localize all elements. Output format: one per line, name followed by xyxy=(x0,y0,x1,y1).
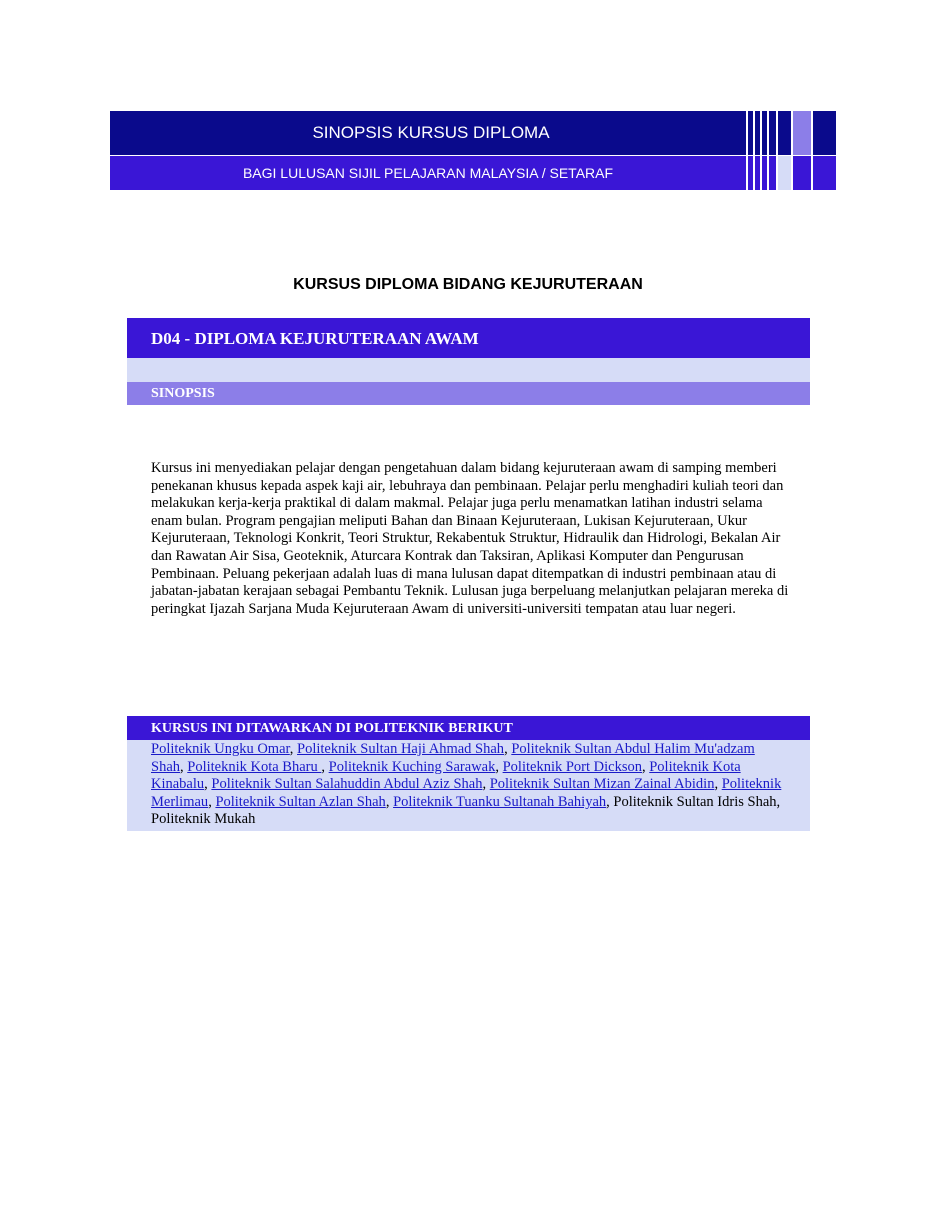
polytechnic-link[interactable]: Politeknik Port Dickson xyxy=(502,758,642,775)
course-spacer xyxy=(127,358,810,382)
polytechnic-name: Politeknik Sultan Idris Shah xyxy=(613,793,777,810)
banner-subtitle: BAGI LULUSAN SIJIL PELAJARAN MALAYSIA / SETARAF xyxy=(242,165,614,181)
offered-label: KURSUS INI DITAWARKAN DI POLITEKNIK BERIKUT xyxy=(151,721,513,736)
polytechnic-link[interactable]: Politeknik Sultan Salahuddin Abdul Aziz Shah xyxy=(211,776,483,793)
synopsis-label: SINOPSIS xyxy=(151,386,215,401)
banner-stripe xyxy=(778,156,791,190)
course-title-bar xyxy=(127,318,810,358)
banner-stripe xyxy=(813,156,836,190)
synopsis-text: Kursus ini menyediakan pelajar dengan pengetahuan dalam bidang kejuruteraan awam di samping memberi penekanan khusus kepada aspek kaji air, lebuhraya dan pembinaan. Pelajar perlu menghadiri kuliah teori dan melakukan kerja-kerja praktikal di dalam makmal. Pelajar juga perlu menamatkan latihan industri selama enam bulan. Program pengajian meliputi Bahan dan Binaan Kejuruteraan, Lukisan Kejuruteraan, Ukur Kejuruteraan, Teknologi Konkrit, Teori Struktur, Rekabentuk Struktur, Hidraulik dan Hidrologi, Bekalan Air dan Rawatan Air Sisa, Geoteknik, Aturcara Kontrak dan Taksiran, Aplikasi Komputer dan Pengurusan Pembinaan. Peluang pekerjaan adalah luas di mana lulusan dapat ditempatkan di industri pembinaan atau di jabatan-jabatan kerajaan sebagai Pembantu Teknik. Lulusan juga berpeluang melanjutkan pelajaran mereka di peringkat Ijazah Sarjana Muda Kejuruteraan Awam di universiti-universiti tempatan atau luar negeri. xyxy=(151,460,789,617)
banner-stripe xyxy=(762,156,767,190)
polytechnic-link[interactable]: Politeknik Merlimau xyxy=(151,776,782,810)
banner-stripe xyxy=(769,111,776,155)
polytechnic-link[interactable]: Politeknik Sultan Azlan Shah xyxy=(215,793,386,810)
polytechnic-name: Politeknik Mukah xyxy=(151,811,256,828)
offered-label-bar xyxy=(127,716,810,740)
course-title: D04 - DIPLOMA KEJURUTERAAN AWAM xyxy=(151,329,479,348)
banner-stripe xyxy=(748,111,753,155)
polytechnic-link[interactable]: Politeknik Sultan Abdul Halim Mu'adzam Shah xyxy=(151,741,755,775)
banner-title-bar xyxy=(110,111,746,155)
polytechnic-link[interactable]: Politeknik Ungku Omar xyxy=(151,741,290,757)
banner-title: SINOPSIS KURSUS DIPLOMA xyxy=(312,123,550,142)
banner-stripe xyxy=(778,111,791,155)
banner-stripe xyxy=(793,156,811,190)
banner-stripe xyxy=(813,111,836,155)
section-title: KURSUS DIPLOMA BIDANG KEJURUTERAAN xyxy=(293,276,643,293)
banner-stripe xyxy=(748,156,753,190)
polytechnic-list: Politeknik Ungku Omar, Politeknik Sultan Haji Ahmad Shah, Politeknik Sultan Abdul Halim Mu'adzam Shah, Politeknik Kota Bharu , Politeknik Kuching Sarawak, Politeknik Port Dickson, Politeknik Kota Kinabalu, Politeknik Sultan Salahuddin Abdul Aziz Shah, Politeknik Sultan Mizan Zainal Abidin, Politeknik Merlimau, Politeknik Sultan Azlan Shah, Politeknik Tuanku Sultanah Bahiyah, Politeknik Sultan Idris Shah, Politeknik Mukah xyxy=(127,740,810,831)
banner-subtitle-bar xyxy=(110,156,746,190)
polytechnic-link[interactable]: Politeknik Kota Bharu xyxy=(187,758,322,775)
synopsis-label-bar xyxy=(127,382,810,405)
polytechnic-link[interactable]: Politeknik Sultan Mizan Zainal Abidin xyxy=(489,776,715,793)
polytechnic-link[interactable]: Politeknik Sultan Haji Ahmad Shah xyxy=(297,741,505,757)
page-banner xyxy=(110,111,836,190)
polytechnic-link[interactable]: Politeknik Tuanku Sultanah Bahiyah xyxy=(393,793,607,810)
banner-stripe xyxy=(755,111,760,155)
banner-stripe xyxy=(793,111,811,155)
polytechnic-link[interactable]: Politeknik Kuching Sarawak xyxy=(328,758,496,775)
banner-stripe xyxy=(769,156,776,190)
banner-stripe xyxy=(755,156,760,190)
polytechnic-link[interactable]: Politeknik Kota Kinabalu xyxy=(151,758,741,793)
banner-stripe xyxy=(762,111,767,155)
